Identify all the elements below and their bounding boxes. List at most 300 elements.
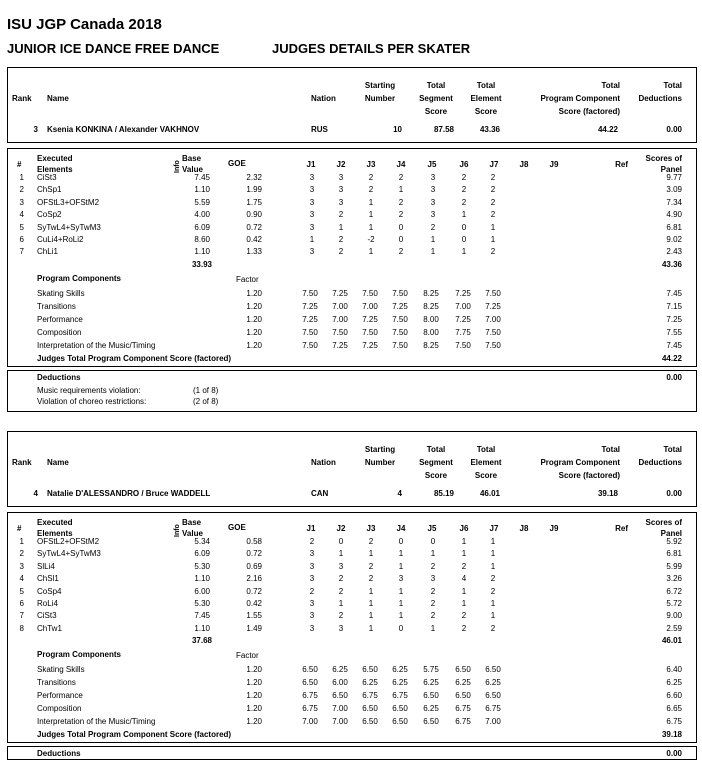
score-label: Score: [474, 107, 498, 116]
judge-goe: 2: [461, 173, 467, 182]
total-label: Total: [663, 81, 682, 90]
col-judge: J6: [459, 524, 469, 533]
factor-label: Factor: [236, 651, 259, 661]
component-factor: 1.20: [246, 288, 262, 298]
col-judge: J7: [489, 524, 499, 533]
element-number: 6: [19, 599, 24, 608]
col-judge: J8: [519, 524, 529, 533]
col-panel: Panel: [660, 165, 682, 174]
element-name: CoSp2: [37, 210, 62, 220]
name-label: Name: [47, 458, 69, 467]
element-name: CuLi4+RoLi2: [37, 235, 84, 244]
judge-goe: 1: [430, 549, 436, 559]
judge-goe: 3: [430, 173, 436, 182]
judge-component-mark: 6.25: [455, 678, 471, 688]
col-info: Info: [174, 160, 181, 173]
elements-score-total: 46.01: [661, 636, 682, 646]
judge-component-mark: 7.25: [392, 301, 408, 311]
judge-goe: 1: [490, 549, 496, 559]
judge-component-mark: 7.75: [455, 327, 471, 337]
judge-goe: 1: [368, 599, 374, 608]
element-label: Element: [470, 458, 502, 467]
element-number: 4: [19, 210, 24, 220]
score-label: Score: [424, 107, 448, 116]
judge-component-mark: 6.50: [332, 691, 348, 701]
element-panel-score: 5.92: [666, 537, 682, 546]
event-title: ISU JGP Canada 2018: [7, 16, 162, 33]
element-base-value: 1.10: [194, 623, 210, 633]
element-goe: 1.99: [246, 185, 262, 195]
judge-component-mark: 6.25: [392, 678, 408, 688]
element-name: CoSp4: [37, 586, 62, 596]
judge-component-mark: 7.00: [332, 314, 348, 324]
judge-goe: 1: [461, 549, 467, 559]
element-base-value: 5.30: [194, 561, 210, 571]
judge-component-mark: 6.50: [455, 691, 471, 701]
element-number: 4: [19, 574, 24, 584]
judge-component-mark: 7.50: [485, 288, 501, 298]
element-number: 5: [19, 586, 24, 596]
component-factor: 1.20: [246, 301, 262, 311]
component-panel-score: 6.25: [666, 678, 682, 688]
judge-goe: 1: [368, 586, 374, 596]
col-executed: Executed: [37, 518, 73, 527]
element-goe: 0.72: [246, 586, 262, 596]
deduction-note-label: Music requirements violation:: [37, 385, 141, 395]
element-panel-score: 7.34: [666, 197, 682, 207]
element-goe: 0.58: [246, 537, 262, 546]
col-judge: J3: [366, 160, 376, 169]
judge-goe: 3: [309, 611, 315, 621]
total-pc-score: 44.22: [597, 125, 618, 134]
component-panel-score: 7.45: [666, 288, 682, 298]
judge-goe: 3: [338, 185, 344, 195]
nation-label: Nation: [311, 458, 336, 467]
element-name: SyTwL4+SyTwM3: [37, 222, 101, 232]
segment-label: Segment: [419, 458, 453, 467]
deductions-label: Deductions: [638, 94, 682, 103]
col-goe: GOE: [228, 159, 246, 168]
component-factor: 1.20: [246, 704, 262, 714]
col-goe: GOE: [228, 523, 246, 532]
judge-component-mark: 7.25: [455, 288, 471, 298]
judge-goe: 1: [490, 561, 496, 571]
judge-goe: 3: [338, 623, 344, 633]
col-base: Base: [182, 154, 202, 163]
element-number: 5: [19, 222, 24, 232]
skater-name: Ksenia KONKINA / Alexander VAKHNOV: [47, 125, 200, 134]
deductions-box: [7, 746, 697, 760]
judge-component-mark: 6.50: [362, 704, 378, 714]
judge-goe: 2: [338, 247, 344, 257]
judge-goe: 2: [430, 611, 436, 621]
judge-goe: 1: [398, 599, 404, 608]
judge-component-mark: 6.00: [332, 678, 348, 688]
judge-component-mark: 6.50: [423, 691, 439, 701]
col-base: Base: [182, 518, 202, 527]
judge-goe: 3: [398, 574, 404, 584]
judge-goe: 2: [338, 586, 344, 596]
element-label: Element: [470, 94, 502, 103]
judge-goe: 1: [368, 222, 374, 232]
judge-goe: 1: [398, 185, 404, 195]
component-name: Skating Skills: [37, 665, 85, 675]
judge-component-mark: 8.25: [423, 288, 439, 298]
col-judge: J9: [549, 160, 559, 169]
element-goe: 1.75: [246, 197, 262, 207]
judge-component-mark: 6.75: [392, 691, 408, 701]
col-judge: J9: [549, 524, 559, 533]
element-base-value: 4.00: [194, 210, 210, 220]
judge-goe: 2: [430, 222, 436, 232]
element-base-value: 6.09: [194, 549, 210, 559]
element-number: 3: [19, 561, 24, 571]
element-panel-score: 9.77: [666, 173, 682, 182]
judge-goe: 2: [368, 574, 374, 584]
col-judge: J5: [427, 160, 437, 169]
col-judge: J5: [427, 524, 437, 533]
judge-goe: 2: [338, 210, 344, 220]
element-panel-score: 9.00: [666, 611, 682, 621]
element-panel-score: 6.81: [666, 549, 682, 559]
skater-name: Natalie D'ALESSANDRO / Bruce WADDELL: [47, 489, 211, 498]
judge-component-mark: 7.00: [485, 717, 501, 727]
element-base-value: 1.10: [194, 185, 210, 195]
element-base-value: 7.45: [194, 173, 210, 182]
judge-goe: 2: [490, 623, 496, 633]
judge-goe: 2: [430, 599, 436, 608]
col-value: Value: [182, 529, 203, 538]
element-panel-score: 2.59: [666, 623, 682, 633]
component-name: Transitions: [37, 301, 76, 311]
judge-component-mark: 7.50: [392, 288, 408, 298]
element-goe: 2.16: [246, 574, 262, 584]
col-ref: Ref: [615, 160, 628, 169]
pc-label: Program Component: [540, 458, 620, 467]
judge-goe: 3: [309, 210, 315, 220]
total-element-score: 43.36: [479, 125, 500, 134]
col-judge: J1: [306, 524, 316, 533]
judge-goe: 2: [430, 586, 436, 596]
element-panel-score: 5.99: [666, 561, 682, 571]
judge-goe: 3: [309, 623, 315, 633]
total-deductions: 0.00: [666, 489, 682, 498]
element-name: ChSl1: [37, 574, 59, 584]
deductions-label: Deductions: [638, 458, 682, 467]
element-base-value: 1.10: [194, 574, 210, 584]
judge-component-mark: 6.50: [485, 665, 501, 675]
element-base-value: 1.10: [194, 247, 210, 257]
judge-component-mark: 7.50: [332, 327, 348, 337]
judge-goe: 2: [490, 173, 496, 182]
element-goe: 0.42: [246, 235, 262, 244]
col-elements: Elements: [37, 165, 73, 174]
judge-goe: 2: [490, 586, 496, 596]
element-number: 6: [19, 235, 24, 244]
judge-goe: 3: [430, 197, 436, 207]
judge-goe: 2: [461, 623, 467, 633]
col-scores-of: Scores of: [645, 518, 682, 527]
deduction-note-count: (1 of 8): [193, 385, 219, 395]
element-base-value: 8.60: [194, 235, 210, 244]
judge-goe: 0: [430, 537, 436, 546]
judge-goe: 1: [490, 537, 496, 546]
judge-goe: 2: [490, 185, 496, 195]
skater-rank: 4: [33, 489, 38, 498]
judge-goe: 1: [368, 611, 374, 621]
name-label: Name: [47, 94, 69, 103]
judge-goe: 1: [461, 537, 467, 546]
judge-goe: 3: [309, 561, 315, 571]
element-goe: 1.33: [246, 247, 262, 257]
total-label: Total: [476, 81, 496, 90]
judge-goe: 3: [309, 247, 315, 257]
judge-component-mark: 6.50: [392, 717, 408, 727]
component-panel-score: 6.65: [666, 704, 682, 714]
judge-component-mark: 7.25: [362, 314, 378, 324]
nation-label: Nation: [311, 94, 336, 103]
judge-component-mark: 6.50: [362, 717, 378, 727]
judge-component-mark: 6.50: [302, 678, 318, 688]
judge-component-mark: 7.00: [332, 704, 348, 714]
judge-goe: 3: [309, 222, 315, 232]
judge-component-mark: 6.75: [302, 691, 318, 701]
judge-component-mark: 7.50: [455, 340, 471, 350]
col-ref: Ref: [615, 524, 628, 533]
number-label: Number: [364, 458, 396, 467]
component-name: Composition: [37, 704, 82, 714]
judge-component-mark: 7.00: [455, 301, 471, 311]
judge-component-mark: 6.25: [362, 678, 378, 688]
total-label: Total: [601, 445, 620, 454]
judge-goe: 1: [490, 599, 496, 608]
element-goe: 2.32: [246, 173, 262, 182]
total-label: Total: [663, 445, 682, 454]
judge-goe: 3: [338, 173, 344, 182]
component-name: Interpretation of the Music/Timing: [37, 717, 156, 727]
element-panel-score: 3.09: [666, 185, 682, 195]
element-panel-score: 4.90: [666, 210, 682, 220]
component-name: Skating Skills: [37, 288, 85, 298]
element-name: ChSp1: [37, 185, 62, 195]
judge-component-mark: 6.25: [423, 704, 439, 714]
number-label: Number: [364, 94, 396, 103]
col-judge: J8: [519, 160, 529, 169]
judge-goe: 3: [338, 197, 344, 207]
element-panel-score: 3.26: [666, 574, 682, 584]
judges-total-pcs-label: Judges Total Program Component Score (factored): [37, 353, 232, 363]
starting-label: Starting: [364, 445, 396, 454]
judge-component-mark: 7.50: [362, 327, 378, 337]
judge-goe: 1: [398, 561, 404, 571]
judge-component-mark: 7.25: [455, 314, 471, 324]
col-judge: J2: [336, 160, 346, 169]
judge-goe: 1: [430, 623, 436, 633]
starting-number: 4: [397, 489, 402, 498]
judge-component-mark: 7.50: [392, 327, 408, 337]
judge-component-mark: 8.00: [423, 327, 439, 337]
judge-goe: 1: [309, 235, 315, 244]
judge-goe: 3: [309, 574, 315, 584]
judge-goe: 1: [398, 549, 404, 559]
col-hash: #: [17, 160, 22, 169]
col-scores-of: Scores of: [645, 154, 682, 163]
judge-component-mark: 6.25: [485, 678, 501, 688]
judge-goe: 1: [490, 235, 496, 244]
judge-goe: 1: [368, 247, 374, 257]
skater-nation: CAN: [311, 489, 329, 498]
judge-goe: 1: [338, 222, 344, 232]
total-segment-score: 87.58: [433, 125, 454, 134]
judge-goe: 2: [368, 185, 374, 195]
judge-component-mark: 6.75: [455, 717, 471, 727]
judge-component-mark: 6.75: [485, 704, 501, 714]
judge-goe: 2: [338, 235, 344, 244]
element-name: ChLi1: [37, 247, 58, 257]
judge-goe: 1: [461, 247, 467, 257]
judge-goe: 1: [368, 623, 374, 633]
judge-component-mark: 7.25: [362, 340, 378, 350]
judge-component-mark: 6.25: [423, 678, 439, 688]
judge-goe: 1: [430, 235, 436, 244]
base-value-total: 33.93: [191, 259, 212, 269]
score-label: Score: [424, 471, 448, 480]
element-number: 3: [19, 197, 24, 207]
judge-component-mark: 7.25: [485, 301, 501, 311]
judge-goe: 1: [430, 247, 436, 257]
judge-component-mark: 8.00: [423, 314, 439, 324]
col-judge: J3: [366, 524, 376, 533]
total-element-score: 46.01: [479, 489, 500, 498]
col-judge: J4: [396, 524, 406, 533]
judge-goe: 1: [368, 210, 374, 220]
element-name: OFStL3+OFStM2: [37, 197, 100, 207]
element-goe: 0.72: [246, 549, 262, 559]
component-factor: 1.20: [246, 691, 262, 701]
judge-goe: 1: [368, 197, 374, 207]
judge-goe: 0: [398, 222, 404, 232]
judge-goe: 3: [309, 599, 315, 608]
element-goe: 1.55: [246, 611, 262, 621]
judge-component-mark: 7.50: [302, 327, 318, 337]
judges-total-pcs-value: 39.18: [661, 730, 682, 740]
judge-goe: 3: [430, 210, 436, 220]
judge-goe: 2: [461, 561, 467, 571]
deductions-title: Deductions: [37, 372, 81, 382]
element-panel-score: 2.43: [666, 247, 682, 257]
col-executed: Executed: [37, 154, 73, 163]
judge-component-mark: 6.25: [332, 665, 348, 675]
judge-component-mark: 8.25: [423, 340, 439, 350]
judge-goe: 1: [398, 586, 404, 596]
element-number: 7: [19, 247, 24, 257]
total-label: Total: [426, 81, 446, 90]
element-panel-score: 5.72: [666, 599, 682, 608]
program-components-title: Program Components: [37, 273, 122, 283]
element-goe: 0.69: [246, 561, 262, 571]
element-number: 8: [19, 623, 24, 633]
element-name: ChTw1: [37, 623, 62, 633]
total-pc-score: 39.18: [597, 489, 618, 498]
component-name: Performance: [37, 314, 83, 324]
judge-component-mark: 7.50: [392, 314, 408, 324]
component-name: Composition: [37, 327, 82, 337]
component-panel-score: 7.45: [666, 340, 682, 350]
col-hash: #: [17, 524, 22, 533]
judge-component-mark: 6.75: [362, 691, 378, 701]
element-base-value: 5.30: [194, 599, 210, 608]
element-base-value: 6.00: [194, 586, 210, 596]
judge-component-mark: 7.50: [302, 288, 318, 298]
element-base-value: 5.59: [194, 197, 210, 207]
deduction-note-count: (2 of 8): [193, 396, 219, 406]
component-factor: 1.20: [246, 340, 262, 350]
judge-component-mark: 6.50: [362, 665, 378, 675]
judge-component-mark: 6.50: [485, 691, 501, 701]
total-label: Total: [601, 81, 620, 90]
judge-goe: 2: [398, 197, 404, 207]
elements-score-total: 43.36: [661, 259, 682, 269]
component-factor: 1.20: [246, 678, 262, 688]
col-judge: J4: [396, 160, 406, 169]
deduction-note-label: Violation of choreo restrictions:: [37, 396, 147, 406]
element-number: 1: [19, 537, 24, 546]
element-number: 7: [19, 611, 24, 621]
judge-component-mark: 7.50: [302, 340, 318, 350]
judge-component-mark: 6.75: [455, 704, 471, 714]
judge-component-mark: 6.25: [392, 665, 408, 675]
judge-goe: 3: [309, 549, 315, 559]
judge-goe: 0: [461, 222, 467, 232]
component-panel-score: 7.15: [666, 301, 682, 311]
judge-component-mark: 6.75: [302, 704, 318, 714]
judge-goe: 0: [398, 537, 404, 546]
judge-component-mark: 6.50: [392, 704, 408, 714]
judge-goe: 1: [490, 222, 496, 232]
element-name: SyTwL4+SyTwM3: [37, 549, 101, 559]
judge-goe: 2: [490, 210, 496, 220]
component-panel-score: 6.75: [666, 717, 682, 727]
judge-goe: 0: [398, 235, 404, 244]
judge-component-mark: 7.00: [332, 717, 348, 727]
element-number: 1: [19, 173, 24, 182]
skater-rank: 3: [33, 125, 38, 134]
judge-goe: -2: [367, 235, 375, 244]
component-panel-score: 7.55: [666, 327, 682, 337]
score-factored-label: Score (factored): [558, 107, 620, 116]
judge-component-mark: 5.75: [423, 665, 439, 675]
judge-goe: 2: [490, 574, 496, 584]
judge-component-mark: 7.00: [332, 301, 348, 311]
element-base-value: 7.45: [194, 611, 210, 621]
element-name: CiSt3: [37, 611, 57, 621]
judge-goe: 2: [398, 210, 404, 220]
judges-total-pcs-label: Judges Total Program Component Score (factored): [37, 730, 232, 740]
judge-component-mark: 7.50: [485, 340, 501, 350]
base-value-total: 37.68: [191, 636, 212, 646]
judge-goe: 2: [398, 247, 404, 257]
judge-goe: 2: [309, 586, 315, 596]
element-name: RoLi4: [37, 599, 58, 608]
deductions-title: Deductions: [37, 749, 81, 759]
total-segment-score: 85.19: [433, 489, 454, 498]
pc-label: Program Component: [540, 94, 620, 103]
judge-goe: 2: [461, 611, 467, 621]
judge-goe: 0: [461, 235, 467, 244]
judges-total-pcs-value: 44.22: [661, 353, 682, 363]
judge-goe: 3: [309, 197, 315, 207]
judge-goe: 1: [398, 611, 404, 621]
